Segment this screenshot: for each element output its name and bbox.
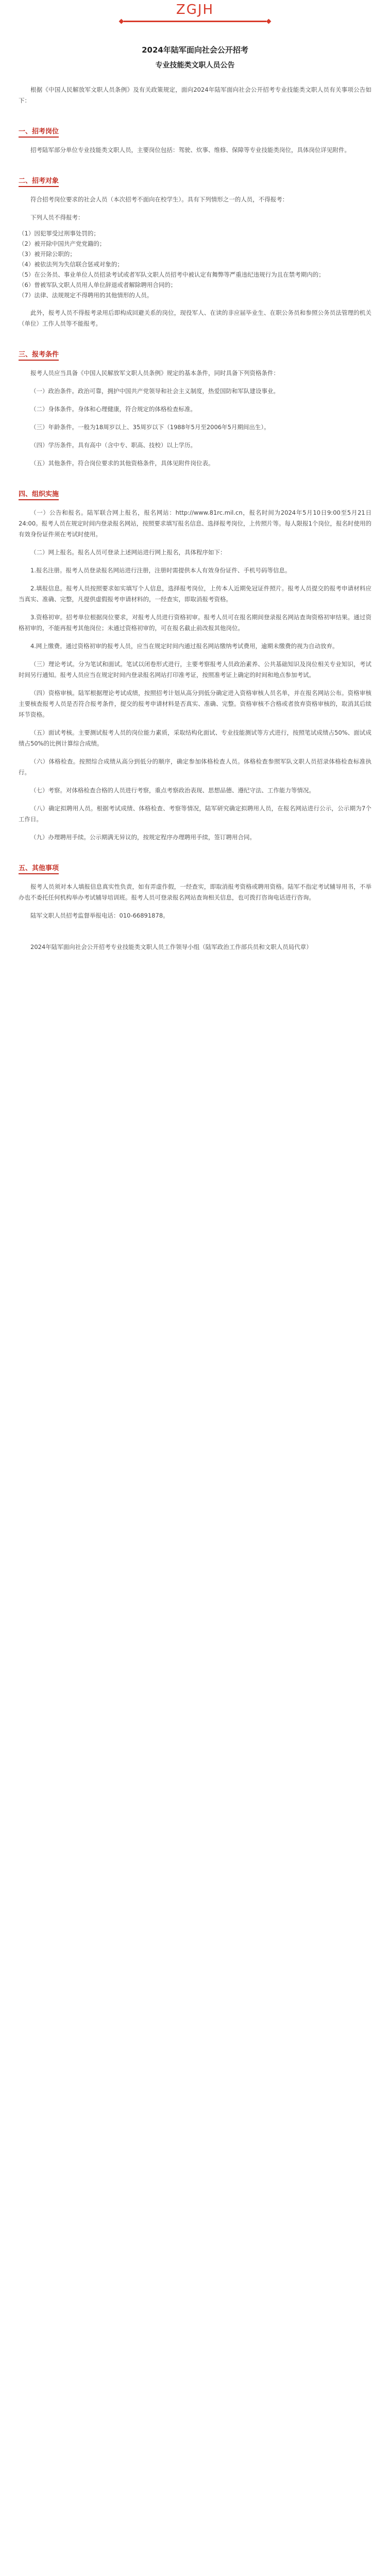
section-paragraph: （五）其他条件。符合岗位要求的其他资格条件，具体见附件岗位表。 xyxy=(30,460,214,467)
section-4 xyxy=(19,488,371,843)
section-paragraph: 陆军文职人员招考监督举报电话：010-66891878。 xyxy=(30,912,169,919)
list-item: （6）曾被军队文职人员用人单位辞退或者解除聘用合同的； xyxy=(19,281,177,289)
list-item: （7）法律、法规规定不得聘用的其他情形的人员。 xyxy=(19,292,153,299)
section-paragraph: （五）面试考核。主要测试报考人员的岗位能力素质，采取结构化面试、专业技能测试等方式进行，按照笔试成绩占50%、面试成绩占50%的比例计算综合成绩。 xyxy=(19,729,371,747)
section-paragraph: （一）政治条件。政治可靠，拥护中国共产党领导和社会主义制度，热爱国防和军队建设事业。 xyxy=(30,387,279,395)
section-paragraph: （三）年龄条件。一般为18周岁以上、35周岁以下（1988年5月至2006年5月期间出生）。 xyxy=(30,423,270,431)
section-paragraph: 招考陆军部分单位专业技能类文职人员，主要岗位包括：驾驶、炊事、维修、保障等专业技能类岗位，具体岗位详见附件。 xyxy=(30,146,350,154)
section-paragraph: 3.资格初审。招考单位根据岗位要求，对报考人员进行资格初审。报考人员可在报名期间登录报名网站查询资格初审结果。通过资格初审的，不能再报考其他岗位；未通过资格初审的，可在报名截止前改报其他岗位。 xyxy=(19,614,371,632)
section-heading: 五、其他事项 xyxy=(19,862,59,874)
section-paragraph: （六）体格检查。按照综合成绩从高分到低分的顺序，确定参加体格检查人员。体格检查参照军队文职人员招录体格检查标准执行。 xyxy=(19,758,371,776)
list-item: （2）被开除中国共产党党籍的； xyxy=(19,240,106,247)
doc-title: 2024年陆军面向社会公开招考 xyxy=(142,45,248,55)
list-item: （3）被开除公职的； xyxy=(19,250,76,258)
brand-header xyxy=(0,0,390,44)
section-paragraph: 2.填报信息。报考人员按照要求如实填写个人信息，选择报考岗位，上传本人近期免冠证件照片。报考人员提交的报考申请材料应当真实、准确、完整，凡提供虚假报考申请材料的，一经查实，即取消报考资格。 xyxy=(19,585,371,603)
closing-paragraph: 2024年陆军面向社会公开招考专业技能类文职人员工作领导小组（陆军政治工作部兵员和文职人员局代章） xyxy=(30,943,312,951)
section-1 xyxy=(19,126,371,156)
section-paragraph: （九）办理聘用手续。公示期满无异议的，按规定程序办理聘用手续，签订聘用合同。 xyxy=(30,834,256,841)
section-paragraph: （八）确定拟聘用人员。根据考试成绩、体格检查、考察等情况，陆军研究确定拟聘用人员，在报名网站进行公示，公示期为7个工作日。 xyxy=(19,805,371,823)
section-heading: 三、报考条件 xyxy=(19,349,59,361)
brand-logo: ZGJH xyxy=(176,2,214,18)
section-paragraph: （二）网上报名。报名人员可登录上述网站进行网上报名，具体程序如下： xyxy=(30,549,226,556)
section-paragraph: 符合招考岗位要求的社会人员（本次招考不面向在校学生）。具有下列情形之一的人员，不得报考： xyxy=(30,196,289,203)
section-paragraph: 1.报名注册。报考人员登录报名网站进行注册，注册时需提供本人有效身份证件、手机号码等信息。 xyxy=(30,567,291,574)
intro-paragraph: 根据《中国人民解放军文职人员条例》及有关政策规定，面向2024年陆军面向社会公开招考专业技能类文职人员有关事项公告如下： xyxy=(19,86,371,104)
section-3 xyxy=(19,349,371,469)
brand-rule xyxy=(124,21,266,22)
sections-container xyxy=(19,126,371,921)
list-item: （5）在公务员、事业单位人员招录考试或者军队文职人员招考中被认定有舞弊等严重违纪违规行为且在禁考期内的； xyxy=(19,271,325,278)
section-paragraph: 报考人员应当具备《中国人民解放军文职人员条例》规定的基本条件，同时具备下列资格条件： xyxy=(30,369,279,377)
section-heading: 一、招考岗位 xyxy=(19,126,59,138)
section-2 xyxy=(19,175,371,329)
section-paragraph: （二）身体条件。身体和心理健康，符合规定的体格检查标准。 xyxy=(30,405,196,413)
list-item: （4）被依法列为失信联合惩戒对象的； xyxy=(19,261,123,268)
section-heading: 四、组织实施 xyxy=(19,488,59,500)
section-paragraph: 报考人员须对本人填报信息真实性负责，如有弄虚作假，一经查实，即取消报考资格或聘用资格。陆军不指定考试辅导用书，不举办也不委托任何机构举办考试辅导培训班。报考人员可登录报名网站查询相关信息，也可拨打咨询电话进行咨询。 xyxy=(19,883,371,901)
list-item: （1）因犯罪受过刑事处罚的； xyxy=(19,230,99,237)
section-paragraph: （一）公告和报名。陆军联合网上报名，报名网站：http://www.81rc.mil.cn，报名时间为2024年5月10日9:00至5月21日24:00。报考人员在规定时间内登录报名网站，按照要求填写报名信息、选择报考岗位，上传照片等。每人限报1个岗位，报名时使用的有效身份证件须在考试时使用。 xyxy=(19,509,371,538)
section-paragraph: 下列人员不得报考： xyxy=(30,214,84,221)
section-paragraph: （四）资格审核。陆军根据理论考试成绩，按照招考计划从高分到低分确定进入资格审核人员名单，并在报名网站公布。资格审核主要核查报考人员是否符合报考条件，提交的报考申请材料是否真实、准确、完整。资格审核不合格或者放弃资格审核的，取消其后续环节资格。 xyxy=(19,689,371,718)
section-paragraph: （四）学历条件。具有高中（含中专、职高、技校）以上学历。 xyxy=(30,442,196,449)
section-paragraph: 4.网上缴费。通过资格初审的报考人员，应当在规定时间内通过报名网站缴纳考试费用，逾期未缴费的视为自动放弃。 xyxy=(30,642,338,650)
doc-subtitle: 专业技能类文职人员公告 xyxy=(155,61,235,70)
section-paragraph: 此外，报考人员不得报考录用后即构成回避关系的岗位，现役军人、在读的非应届毕业生、在职公务员和参照公务员法管理的机关（单位）工作人员等不能报考。 xyxy=(19,309,371,327)
section-paragraph: （七）考察。对体格检查合格的人员进行考察，重点考察政治表现、思想品德、遵纪守法、工作能力等情况。 xyxy=(30,787,315,794)
section-heading: 二、招考对象 xyxy=(19,175,59,187)
section-paragraph: （三）理论考试。分为笔试和面试。笔试以闭卷形式进行，主要考察报考人员政治素养、公共基础知识及岗位相关专业知识，考试时间另行通知。报考人员应当在规定时间内登录报名网站打印准考证，按照准考证上确定的时间和地点参加考试。 xyxy=(19,660,371,679)
doc-body xyxy=(0,84,390,953)
disqualification-list xyxy=(19,228,371,300)
section-5 xyxy=(19,862,371,921)
